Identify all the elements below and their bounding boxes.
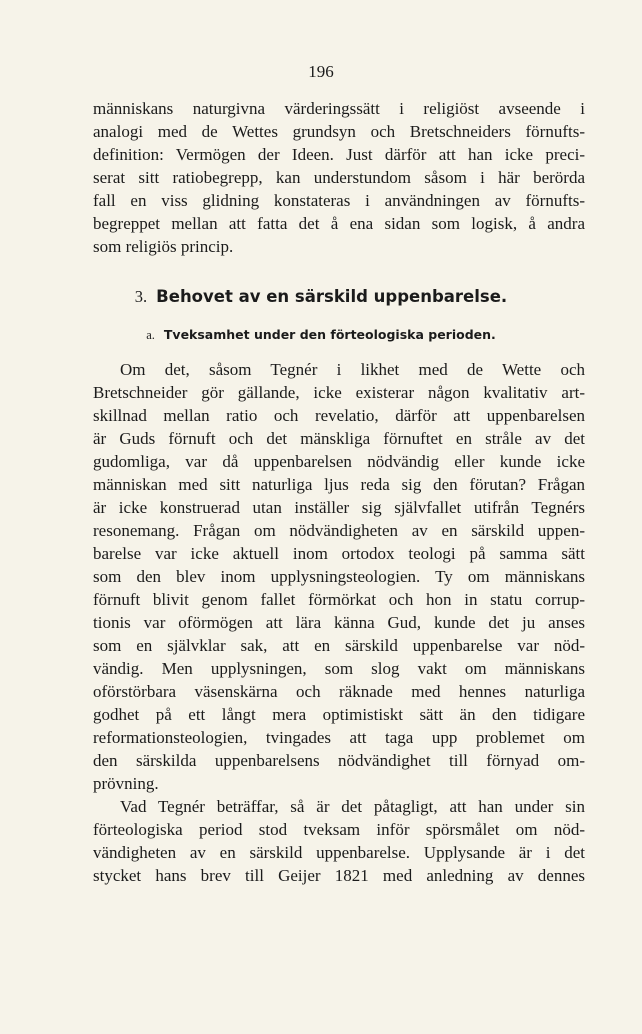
text-line: gudomliga, var då uppenbarelsen nödvändig eller kunde icke [93, 452, 585, 471]
text-line: Bretschneider gör gällande, icke existerar någon kvalitativ art- [93, 383, 585, 402]
text-line: stycket hans brev till Geijer 1821 med anledning av dennes [93, 866, 585, 885]
text-line: serat sitt ratiobegrepp, kan understundom såsom i här berörda [93, 168, 585, 187]
section-number: 3. [134, 287, 148, 306]
text-line: barelse var icke aktuell inom ortodox teologi på samma sätt [93, 544, 585, 563]
text-line: förnuft blivit genom fallet förmörkat och hon in statu corrup- [93, 590, 585, 609]
page-number: 196 [308, 62, 334, 81]
text-line: som religiös princip. [93, 237, 234, 256]
text-line: reformationsteologien, tvingades att taga upp problemet om [93, 728, 585, 747]
section-title: Behovet av en särskild uppenbarelse. [156, 287, 508, 306]
text-line: är Guds förnuft och det mänskliga förnuftet en stråle av det [93, 429, 585, 448]
text-line: prövning. [93, 774, 159, 793]
text-line: skillnad mellan ratio och revelatio, därför att uppenbarelsen [93, 406, 585, 425]
subsection-title: Tveksamhet under den förteologiska perioden. [163, 327, 496, 342]
text-line: fall en viss glidning konstateras i användningen av förnufts- [93, 191, 585, 210]
text-line: resonemang. Frågan om nödvändigheten av en särskild uppen- [93, 521, 585, 540]
text-line: begreppet mellan att fatta det å ena sidan som logisk, å andra [93, 214, 585, 233]
text-line: Vad Tegnér beträffar, så är det påtagligt, att han under sin [120, 797, 585, 816]
subsection-number: a. [146, 328, 155, 342]
text-line: definition: Vermögen der Ideen. Just därför att han icke preci- [93, 145, 585, 164]
text-line: tionis var oförmögen att lära känna Gud, kunde det ju anses [93, 613, 585, 632]
text-line: som en självklar sak, att en särskild uppenbarelse var nöd- [93, 636, 585, 655]
text-line: förteologiska period stod tveksam inför spörsmålet om nöd- [93, 820, 585, 839]
text-line: analogi med de Wettes grundsyn och Bretschneiders förnufts- [93, 122, 585, 141]
text-line: vändigheten av en särskild uppenbarelse. Upplysande är i det [93, 843, 585, 862]
text-line: människans naturgivna värderingssätt i religiöst avseende i [93, 99, 585, 118]
text-line: oförstörbara väsenskärna och räknade med hennes naturliga [93, 682, 585, 701]
text-line: Om det, såsom Tegnér i likhet med de Wette och [120, 360, 585, 379]
text-line: människan med sitt naturliga ljus reda sig den förutan? Frågan [93, 475, 585, 494]
subsection-heading [0, 327, 642, 343]
text-line: godhet på ett långt mera optimistiskt sätt än den tidigare [93, 705, 585, 724]
text-line: vändig. Men upplysningen, som slog vakt om människans [93, 659, 585, 678]
text-line: som den blev inom upplysningsteologien. Ty om människans [93, 567, 585, 586]
text-line: den särskilda uppenbarelsens nödvändighet till förnyad om- [93, 751, 585, 770]
section-heading [0, 287, 642, 307]
text-line: är icke konstruerad utan inställer sig självfallet utifrån Tegnérs [93, 498, 585, 517]
